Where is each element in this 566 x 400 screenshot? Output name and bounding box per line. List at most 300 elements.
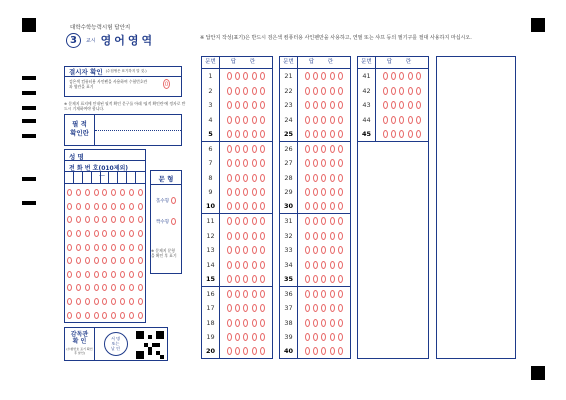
answer-bubble[interactable] [330,246,335,254]
answer-bubble[interactable] [338,116,343,124]
answer-bubble[interactable] [243,246,248,254]
answer-bubble[interactable] [383,116,388,124]
answer-bubble[interactable] [338,101,343,109]
answer-bubble[interactable] [338,319,343,327]
answer-bubble[interactable] [313,304,318,312]
answer-bubble[interactable] [305,145,310,153]
answer-bubble[interactable] [227,347,232,355]
answer-bubble[interactable] [243,261,248,269]
answer-bubble[interactable] [252,174,257,182]
phone-digit-bubble[interactable] [76,189,81,196]
phone-digit-bubble[interactable] [94,257,99,264]
answer-bubble[interactable] [252,290,257,298]
answer-bubble[interactable] [313,217,318,225]
answer-bubble[interactable] [227,87,232,95]
answer-bubble[interactable] [399,130,404,138]
answer-bubble[interactable] [313,290,318,298]
answer-bubble[interactable] [227,101,232,109]
answer-bubble[interactable] [243,202,248,210]
answer-bubble[interactable] [321,290,326,298]
phone-digit-bubble[interactable] [138,189,143,196]
answer-bubble[interactable] [305,304,310,312]
answer-bubble[interactable] [313,333,318,341]
answer-bubble[interactable] [313,347,318,355]
answer-bubble[interactable] [321,101,326,109]
answer-bubble[interactable] [260,116,265,124]
phone-digit-bubble[interactable] [138,284,143,291]
phone-digit-bubble[interactable] [94,230,99,237]
answer-bubble[interactable] [243,232,248,240]
phone-digit-bubble[interactable] [120,244,125,251]
phone-digit-bubble[interactable] [76,284,81,291]
answer-bubble[interactable] [243,145,248,153]
phone-digit-bubble[interactable] [138,257,143,264]
phone-digit-bubble[interactable] [111,312,116,319]
answer-bubble[interactable] [313,275,318,283]
answer-bubble[interactable] [227,188,232,196]
phone-digit-bubble[interactable] [129,298,134,305]
answer-bubble[interactable] [260,290,265,298]
answer-bubble[interactable] [338,145,343,153]
phone-digit-bubble[interactable] [85,312,90,319]
answer-bubble[interactable] [313,130,318,138]
answer-bubble[interactable] [321,217,326,225]
answer-bubble[interactable] [321,188,326,196]
phone-digit-bubble[interactable] [85,189,90,196]
phone-digit-bubble[interactable] [102,216,107,223]
answer-bubble[interactable] [408,130,413,138]
answer-bubble[interactable] [252,202,257,210]
answer-bubble[interactable] [260,304,265,312]
answer-bubble[interactable] [252,116,257,124]
answer-bubble[interactable] [330,202,335,210]
phone-digit-bubble[interactable] [120,189,125,196]
answer-bubble[interactable] [321,72,326,80]
answer-bubble[interactable] [330,304,335,312]
phone-digit-bubble[interactable] [67,244,72,251]
answer-bubble[interactable] [227,333,232,341]
answer-bubble[interactable] [313,319,318,327]
phone-digit-bubble[interactable] [111,298,116,305]
phone-digit-bubble[interactable] [94,298,99,305]
answer-bubble[interactable] [330,290,335,298]
answer-bubble[interactable] [321,116,326,124]
phone-digit-bubble[interactable] [138,244,143,251]
phone-digit-bubble[interactable] [76,244,81,251]
answer-bubble[interactable] [321,174,326,182]
answer-bubble[interactable] [338,159,343,167]
answer-bubble[interactable] [227,159,232,167]
answer-bubble[interactable] [235,290,240,298]
phone-digit-bubble[interactable] [94,216,99,223]
answer-bubble[interactable] [243,217,248,225]
answer-bubble[interactable] [399,116,404,124]
answer-bubble[interactable] [330,261,335,269]
answer-bubble[interactable] [260,145,265,153]
answer-bubble[interactable] [338,232,343,240]
phone-digit-bubble[interactable] [129,284,134,291]
phone-digit-bubble[interactable] [120,271,125,278]
answer-bubble[interactable] [235,202,240,210]
answer-bubble[interactable] [416,116,421,124]
answer-bubble[interactable] [252,159,257,167]
phone-digit-bubble[interactable] [102,203,107,210]
answer-bubble[interactable] [227,202,232,210]
answer-bubble[interactable] [305,159,310,167]
phone-digit-bubble[interactable] [129,216,134,223]
answer-bubble[interactable] [305,275,310,283]
phone-omr-grid[interactable] [65,186,145,322]
answer-bubble[interactable] [243,159,248,167]
answer-bubble[interactable] [235,72,240,80]
answer-bubble[interactable] [235,130,240,138]
answer-bubble[interactable] [260,87,265,95]
answer-bubble[interactable] [408,87,413,95]
phone-digit-bubble[interactable] [111,203,116,210]
answer-bubble[interactable] [330,275,335,283]
answer-bubble[interactable] [252,246,257,254]
phone-digit-bubble[interactable] [138,298,143,305]
answer-bubble[interactable] [305,290,310,298]
answer-bubble[interactable] [252,217,257,225]
phone-digit-bubble[interactable] [85,216,90,223]
answer-bubble[interactable] [416,130,421,138]
answer-bubble[interactable] [227,72,232,80]
answer-bubble[interactable] [235,159,240,167]
answer-bubble[interactable] [321,275,326,283]
phone-digit-bubble[interactable] [111,189,116,196]
phone-digit-bubble[interactable] [102,284,107,291]
answer-bubble[interactable] [330,130,335,138]
answer-bubble[interactable] [305,261,310,269]
answer-bubble[interactable] [330,174,335,182]
answer-bubble[interactable] [399,87,404,95]
answer-bubble[interactable] [252,72,257,80]
phone-digit-bubble[interactable] [85,244,90,251]
answer-bubble[interactable] [391,116,396,124]
phone-digit-bubble[interactable] [94,203,99,210]
phone-digit-bubble[interactable] [102,189,107,196]
answer-bubble[interactable] [321,232,326,240]
answer-bubble[interactable] [235,232,240,240]
answer-bubble[interactable] [305,116,310,124]
answer-bubble[interactable] [321,333,326,341]
answer-bubble[interactable] [260,246,265,254]
answer-bubble[interactable] [321,261,326,269]
phone-digit-bubble[interactable] [111,230,116,237]
phone-digit-bubble[interactable] [67,271,72,278]
phone-digit-bubble[interactable] [85,271,90,278]
answer-bubble[interactable] [305,188,310,196]
answer-bubble[interactable] [330,319,335,327]
answer-bubble[interactable] [305,72,310,80]
phone-digit-bubble[interactable] [120,312,125,319]
phone-write-row[interactable] [65,172,145,184]
answer-bubble[interactable] [399,101,404,109]
answer-bubble[interactable] [321,347,326,355]
answer-bubble[interactable] [227,304,232,312]
answer-bubble[interactable] [305,174,310,182]
answer-bubble[interactable] [260,333,265,341]
phone-digit-bubble[interactable] [129,271,134,278]
answer-bubble[interactable] [338,72,343,80]
answer-bubble[interactable] [338,174,343,182]
answer-bubble[interactable] [252,347,257,355]
answer-bubble[interactable] [321,202,326,210]
phone-digit-bubble[interactable] [76,230,81,237]
answer-bubble[interactable] [227,145,232,153]
phone-digit-bubble[interactable] [138,312,143,319]
answer-bubble[interactable] [338,188,343,196]
answer-bubble[interactable] [313,261,318,269]
phone-digit-bubble[interactable] [76,203,81,210]
answer-bubble[interactable] [260,347,265,355]
phone-digit-bubble[interactable] [129,257,134,264]
answer-bubble[interactable] [227,232,232,240]
answer-bubble[interactable] [313,174,318,182]
answer-bubble[interactable] [330,145,335,153]
phone-digit-bubble[interactable] [129,244,134,251]
answer-bubble[interactable] [330,101,335,109]
answer-bubble[interactable] [260,72,265,80]
phone-digit-bubble[interactable] [85,284,90,291]
answer-bubble[interactable] [416,72,421,80]
answer-bubble[interactable] [260,202,265,210]
answer-bubble[interactable] [383,72,388,80]
answer-bubble[interactable] [243,290,248,298]
phone-digit-bubble[interactable] [85,230,90,237]
phone-digit-bubble[interactable] [67,189,72,196]
phone-digit-bubble[interactable] [111,216,116,223]
answer-bubble[interactable] [243,116,248,124]
answer-bubble[interactable] [260,159,265,167]
phone-digit-bubble[interactable] [111,271,116,278]
answer-bubble[interactable] [330,333,335,341]
answer-bubble[interactable] [243,304,248,312]
answer-bubble[interactable] [243,347,248,355]
answer-bubble[interactable] [243,319,248,327]
answer-bubble[interactable] [330,159,335,167]
phone-digit-bubble[interactable] [94,189,99,196]
phone-digit-bubble[interactable] [67,298,72,305]
phone-digit-bubble[interactable] [111,284,116,291]
answer-bubble[interactable] [252,232,257,240]
answer-bubble[interactable] [235,101,240,109]
answer-bubble[interactable] [305,202,310,210]
answer-bubble[interactable] [338,246,343,254]
phone-digit-bubble[interactable] [102,298,107,305]
phone-digit-bubble[interactable] [67,203,72,210]
phone-digit-bubble[interactable] [138,271,143,278]
answer-bubble[interactable] [313,188,318,196]
phone-digit-bubble[interactable] [120,203,125,210]
answer-bubble[interactable] [252,304,257,312]
answer-bubble[interactable] [330,116,335,124]
answer-bubble[interactable] [252,319,257,327]
seal-circle[interactable]: 서 명 또는 날 인 [104,332,128,356]
answer-bubble[interactable] [408,72,413,80]
answer-bubble[interactable] [330,188,335,196]
answer-bubble[interactable] [399,72,404,80]
phone-digit-bubble[interactable] [85,203,90,210]
answer-bubble[interactable] [313,87,318,95]
answer-bubble[interactable] [252,87,257,95]
answer-bubble[interactable] [235,188,240,196]
answer-bubble[interactable] [305,333,310,341]
answer-bubble[interactable] [227,116,232,124]
answer-bubble[interactable] [338,202,343,210]
phone-digit-bubble[interactable] [129,203,134,210]
handwriting-input[interactable] [95,115,181,145]
answer-bubble[interactable] [252,261,257,269]
answer-bubble[interactable] [338,347,343,355]
answer-bubble[interactable] [313,232,318,240]
answer-bubble[interactable] [321,159,326,167]
phone-digit-bubble[interactable] [111,257,116,264]
phone-digit-bubble[interactable] [129,230,134,237]
answer-bubble[interactable] [227,174,232,182]
answer-bubble[interactable] [252,101,257,109]
answer-bubble[interactable] [235,275,240,283]
answer-bubble[interactable] [227,261,232,269]
answer-bubble[interactable] [260,101,265,109]
answer-bubble[interactable] [313,116,318,124]
answer-bubble[interactable] [243,101,248,109]
phone-digit-bubble[interactable] [129,312,134,319]
answer-bubble[interactable] [313,101,318,109]
phone-digit-bubble[interactable] [138,230,143,237]
answer-bubble[interactable] [252,145,257,153]
phone-digit-bubble[interactable] [129,189,134,196]
answer-bubble[interactable] [252,188,257,196]
phone-digit-bubble[interactable] [138,203,143,210]
answer-bubble[interactable] [227,319,232,327]
phone-digit-bubble[interactable] [67,284,72,291]
answer-bubble[interactable] [321,130,326,138]
answer-bubble[interactable] [305,217,310,225]
even-type-bubble[interactable] [171,218,176,225]
answer-bubble[interactable] [305,319,310,327]
answer-bubble[interactable] [243,275,248,283]
answer-bubble[interactable] [338,333,343,341]
answer-bubble[interactable] [235,347,240,355]
answer-bubble[interactable] [235,333,240,341]
answer-bubble[interactable] [260,130,265,138]
phone-digit-bubble[interactable] [102,230,107,237]
answer-bubble[interactable] [260,261,265,269]
answer-bubble[interactable] [330,72,335,80]
answer-bubble[interactable] [235,87,240,95]
answer-bubble[interactable] [243,333,248,341]
answer-bubble[interactable] [313,145,318,153]
phone-digit-bubble[interactable] [94,244,99,251]
phone-digit-bubble[interactable] [120,284,125,291]
phone-digit-bubble[interactable] [120,257,125,264]
answer-bubble[interactable] [260,188,265,196]
answer-bubble[interactable] [408,116,413,124]
phone-digit-bubble[interactable] [67,230,72,237]
answer-bubble[interactable] [243,130,248,138]
answer-bubble[interactable] [330,347,335,355]
answer-bubble[interactable] [243,188,248,196]
phone-digit-bubble[interactable] [76,216,81,223]
answer-bubble[interactable] [321,246,326,254]
answer-bubble[interactable] [305,87,310,95]
answer-bubble[interactable] [252,130,257,138]
answer-bubble[interactable] [305,130,310,138]
answer-bubble[interactable] [391,130,396,138]
answer-bubble[interactable] [227,246,232,254]
phone-digit-bubble[interactable] [67,257,72,264]
odd-type-bubble[interactable] [171,197,176,204]
answer-bubble[interactable] [235,261,240,269]
answer-bubble[interactable] [305,101,310,109]
phone-digit-bubble[interactable] [111,244,116,251]
answer-bubble[interactable] [305,347,310,355]
answer-bubble[interactable] [383,130,388,138]
answer-bubble[interactable] [260,217,265,225]
phone-digit-bubble[interactable] [120,216,125,223]
answer-bubble[interactable] [235,116,240,124]
phone-digit-bubble[interactable] [76,312,81,319]
phone-digit-bubble[interactable] [138,216,143,223]
phone-digit-bubble[interactable] [76,298,81,305]
answer-bubble[interactable] [305,232,310,240]
answer-bubble[interactable] [235,174,240,182]
answer-bubble[interactable] [338,130,343,138]
phone-digit-bubble[interactable] [120,230,125,237]
answer-bubble[interactable] [321,87,326,95]
answer-bubble[interactable] [391,72,396,80]
answer-bubble[interactable] [235,145,240,153]
absentee-bubble[interactable]: 0 [164,80,169,88]
answer-bubble[interactable] [313,202,318,210]
phone-digit-bubble[interactable] [102,257,107,264]
phone-digit-bubble[interactable] [102,271,107,278]
answer-bubble[interactable] [227,130,232,138]
answer-bubble[interactable] [235,217,240,225]
answer-bubble[interactable] [313,72,318,80]
phone-digit-bubble[interactable] [94,271,99,278]
phone-digit-bubble[interactable] [85,257,90,264]
answer-bubble[interactable] [416,101,421,109]
answer-bubble[interactable] [321,319,326,327]
phone-digit-bubble[interactable] [85,298,90,305]
phone-digit-bubble[interactable] [102,244,107,251]
answer-bubble[interactable] [227,275,232,283]
phone-digit-bubble[interactable] [94,284,99,291]
answer-bubble[interactable] [313,159,318,167]
answer-bubble[interactable] [243,87,248,95]
answer-bubble[interactable] [338,87,343,95]
phone-digit-bubble[interactable] [67,312,72,319]
answer-bubble[interactable] [235,304,240,312]
answer-bubble[interactable] [330,217,335,225]
answer-bubble[interactable] [235,246,240,254]
answer-bubble[interactable] [252,333,257,341]
answer-bubble[interactable] [321,304,326,312]
phone-digit-bubble[interactable] [67,216,72,223]
answer-bubble[interactable] [338,261,343,269]
answer-bubble[interactable] [243,174,248,182]
answer-bubble[interactable] [330,87,335,95]
answer-bubble[interactable] [408,101,413,109]
phone-digit-bubble[interactable] [76,257,81,264]
answer-bubble[interactable] [321,145,326,153]
answer-bubble[interactable] [338,275,343,283]
answer-bubble[interactable] [416,87,421,95]
answer-bubble[interactable] [338,290,343,298]
